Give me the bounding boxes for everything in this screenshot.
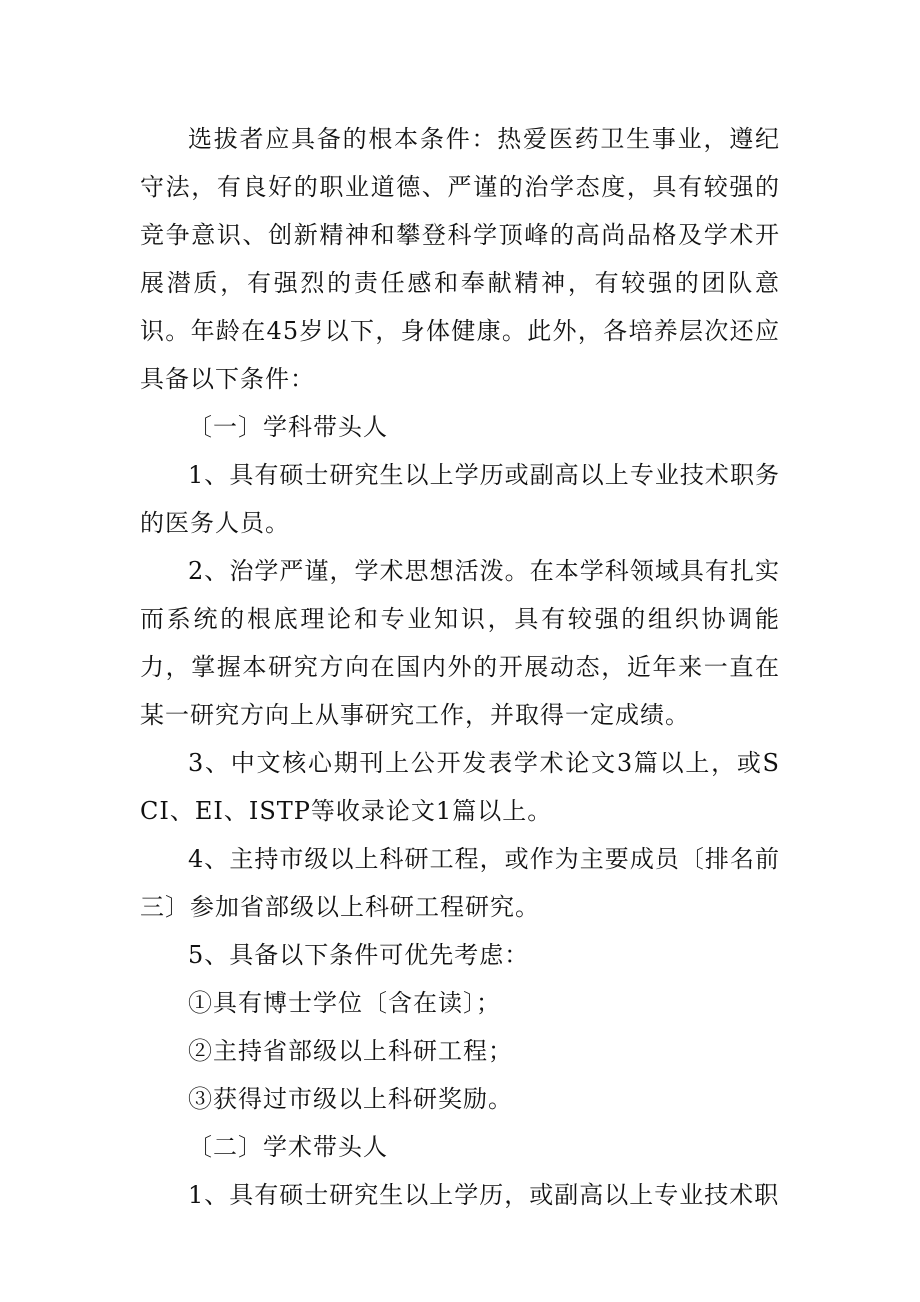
list-item-4: 4、主持市级以上科研工程，或作为主要成员〔排名前三〕参加省部级以上科研工程研究。 [140, 845, 780, 921]
list-item-5: 5、具备以下条件可优先考虑： [188, 941, 530, 969]
heading-academic-leader: 〔二〕学术带头人 [188, 1133, 388, 1161]
list-item-1: 1、具有硕士研究生以上学历或副高以上专业技术职务的医务人员。 [140, 461, 780, 537]
list-item-academic-1: 1、具有硕士研究生以上学历，或副高以上专业技术职 [188, 1181, 780, 1209]
list-item-3: 3、中文核心期刊上公开发表学术论文3篇以上，或SCI、EI、ISTP等收录论文1篇以上。 [140, 749, 780, 825]
sub-item-2: ②主持省部级以上科研工程； [188, 1037, 513, 1065]
sub-item-3: ③获得过市级以上科研奖励。 [188, 1085, 513, 1113]
sub-item-1: ①具有博士学位〔含在读〕； [188, 989, 501, 1017]
document-body [140, 115, 780, 1219]
heading-discipline-leader: 〔一〕学科带头人 [188, 413, 388, 441]
paragraph-basic-conditions: 选拔者应具备的根本条件：热爱医药卫生事业，遵纪守法，有良好的职业道德、严谨的治学态度，具有较强的竞争意识、创新精神和攀登科学顶峰的高尚品格及学术开展潜质，有强烈的责任感和奉献精神，有较强的团队意识。年龄在45岁以下，身体健康。此外，各培养层次还应具备以下条件： [140, 125, 780, 393]
list-item-2: 2、治学严谨，学术思想活泼。在本学科领域具有扎实而系统的根底理论和专业知识，具有较强的组织协调能力，掌握本研究方向在国内外的开展动态，近年来一直在某一研究方向上从事研究工作，并取得一定成绩。 [140, 557, 780, 729]
